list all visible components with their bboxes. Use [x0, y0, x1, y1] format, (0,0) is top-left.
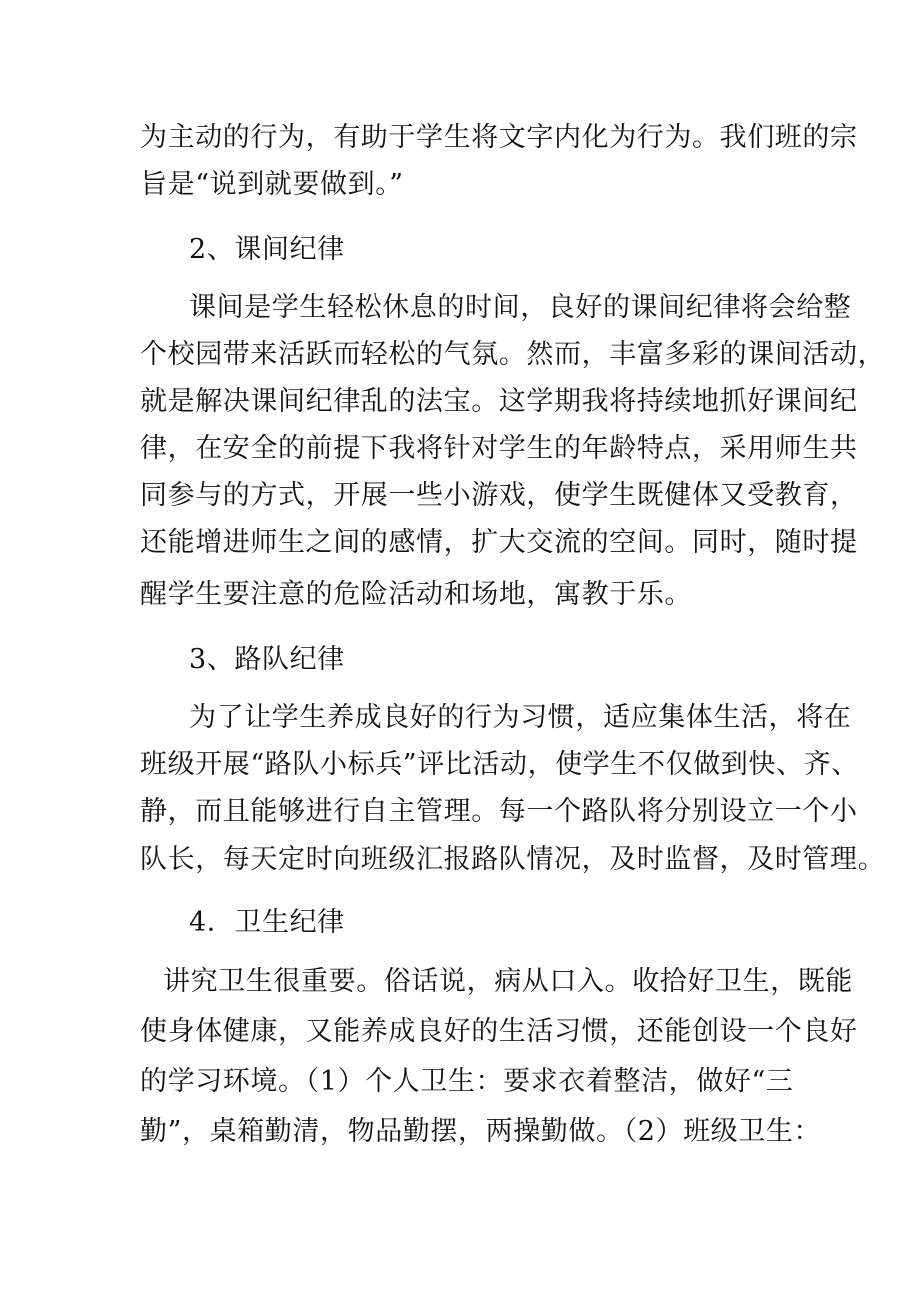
- paragraph-line: 旨是“说到就要做到。”: [140, 169, 404, 200]
- paragraph-line: 讲究卫生很重要。俗话说，病从口入。收拾好卫生，既能: [163, 966, 853, 997]
- paragraph-line: 勤”，桌箱勤清，物品勤摆，两操勤做。（2）班级卫生：: [140, 1116, 822, 1147]
- section-heading-hygiene-discipline: 4．卫生纪律: [189, 907, 345, 938]
- paragraph-line: 的学习环境。（1）个人卫生：要求衣着整洁，做好“三: [140, 1066, 794, 1097]
- paragraph-line: 个校园带来活跃而轻松的气氛。然而，丰富多彩的课间活动，: [140, 339, 886, 370]
- section-heading-queue-discipline: 3、路队纪律: [189, 644, 345, 675]
- paragraph-line: 静，而且能够进行自主管理。每一个路队将分别设立一个小: [140, 796, 858, 827]
- paragraph-line: 为了让学生养成良好的行为习惯，适应集体生活，将在: [189, 702, 852, 733]
- paragraph-line: 队长，每天定时向班级汇报路队情况，及时监督，及时管理。: [140, 844, 886, 875]
- paragraph-line: 律，在安全的前提下我将针对学生的年龄特点，采用师生共: [140, 433, 858, 464]
- paragraph-line: 课间是学生轻松休息的时间，良好的课间纪律将会给整: [189, 292, 852, 323]
- paragraph-line: 为主动的行为，有助于学生将文字内化为行为。我们班的宗: [140, 122, 858, 153]
- section-heading-break-discipline: 2、课间纪律: [189, 234, 345, 265]
- paragraph-line: 同参与的方式，开展一些小游戏，使学生既健体又受教育，: [140, 480, 858, 511]
- paragraph-line: 使身体健康，又能养成良好的生活习惯，还能创设一个良好: [140, 1016, 858, 1047]
- paragraph-line: 醒学生要注意的危险活动和场地，寓教于乐。: [140, 579, 692, 610]
- paragraph-line: 还能增进师生之间的感情，扩大交流的空间。同时，随时提: [140, 527, 858, 558]
- paragraph-line: 班级开展“路队小标兵”评比活动，使学生不仅做到快、齐、: [140, 749, 859, 780]
- paragraph-line: 就是解决课间纪律乱的法宝。这学期我将持续地抓好课间纪: [140, 386, 858, 417]
